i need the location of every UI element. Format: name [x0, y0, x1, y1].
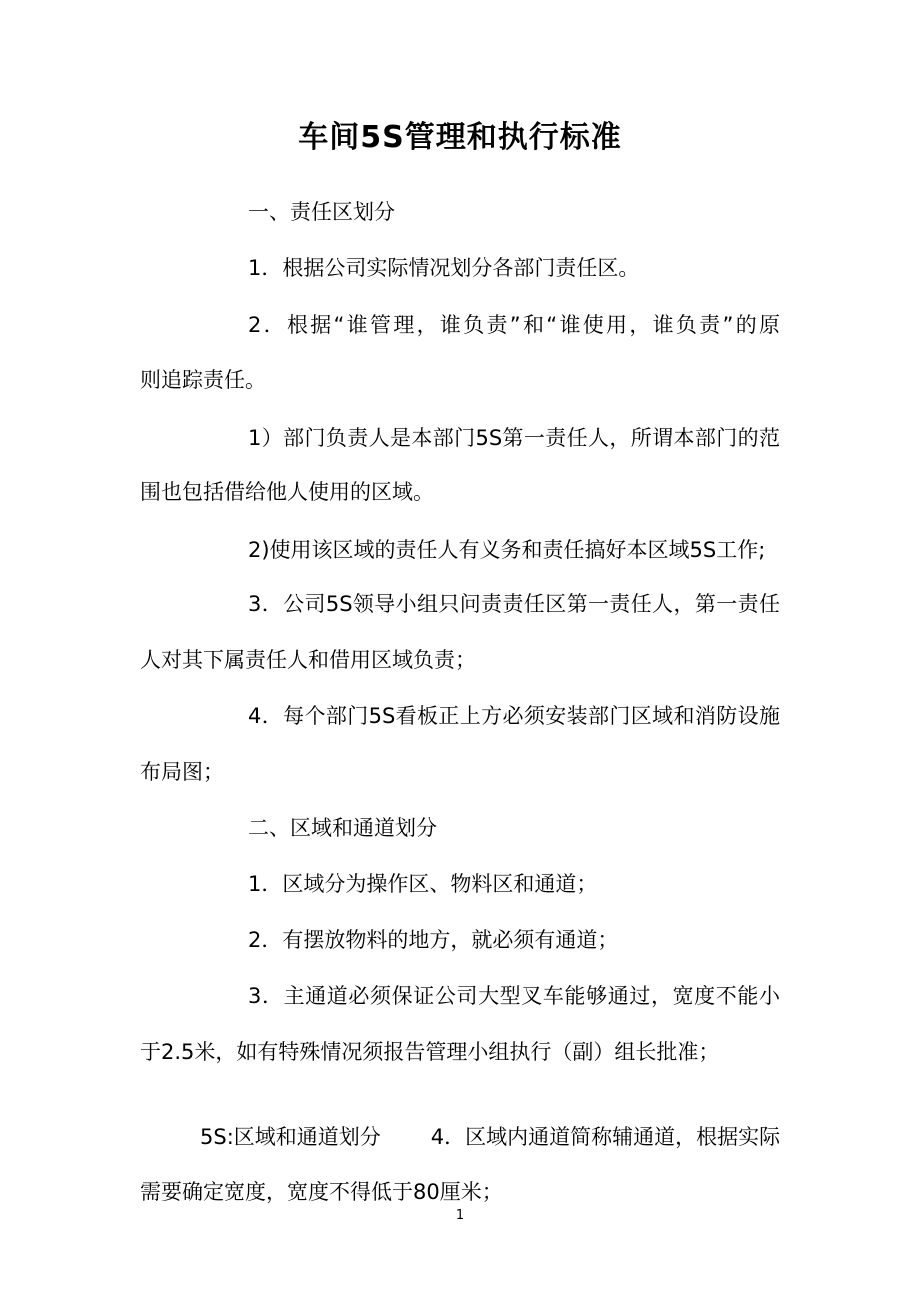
- section-heading: 一、责任区划分: [248, 200, 395, 224]
- side-label: 5S:区域和通道划分: [200, 1125, 381, 1149]
- paragraph-line: 人对其下属责任人和借用区域负责；: [140, 648, 476, 672]
- paragraph-line: 2．有摆放物料的地方，就必须有通道；: [248, 928, 619, 952]
- paragraph-line: 1）部门负责人是本部门5S第一责任人，所谓本部门的范: [248, 426, 780, 450]
- paragraph-line: 需要确定宽度，宽度不得低于80厘米；: [140, 1180, 503, 1204]
- paragraph-line-with-label: [200, 1122, 780, 1152]
- paragraph-line: 围也包括借给他人使用的区域。: [140, 480, 434, 504]
- paragraph-line: 4．每个部门5S看板正上方必须安装部门区域和消防设施: [248, 704, 780, 728]
- paragraph-line: 2)使用该区域的责任人有义务和责任搞好本区域5S工作;: [248, 538, 766, 562]
- section-heading: 二、区域和通道划分: [248, 816, 437, 840]
- page-number: 1: [455, 1208, 465, 1223]
- paragraph-line: 则追踪责任。: [140, 368, 266, 392]
- paragraph-line: 布局图；: [140, 760, 224, 784]
- paragraph-text: 4．区域内通道简称辅通道，根据实际: [430, 1125, 781, 1149]
- paragraph-line: 1．区域分为操作区、物料区和通道；: [248, 872, 598, 896]
- paragraph-line: 3．公司5S领导小组只问责责任区第一责任人，第一责任: [248, 592, 780, 616]
- document-title: 车间5S管理和执行标准: [298, 120, 622, 155]
- paragraph-line: 3．主通道必须保证公司大型叉车能够通过，宽度不能小: [248, 984, 780, 1008]
- paragraph-line: 1．根据公司实际情况划分各部门责任区。: [248, 256, 640, 280]
- paragraph-line: 于2.5米，如有特殊情况须报告管理小组执行（副）组长批准；: [140, 1040, 720, 1064]
- paragraph-line: 2．根据“谁管理，谁负责”和“谁使用，谁负责”的原: [248, 313, 780, 337]
